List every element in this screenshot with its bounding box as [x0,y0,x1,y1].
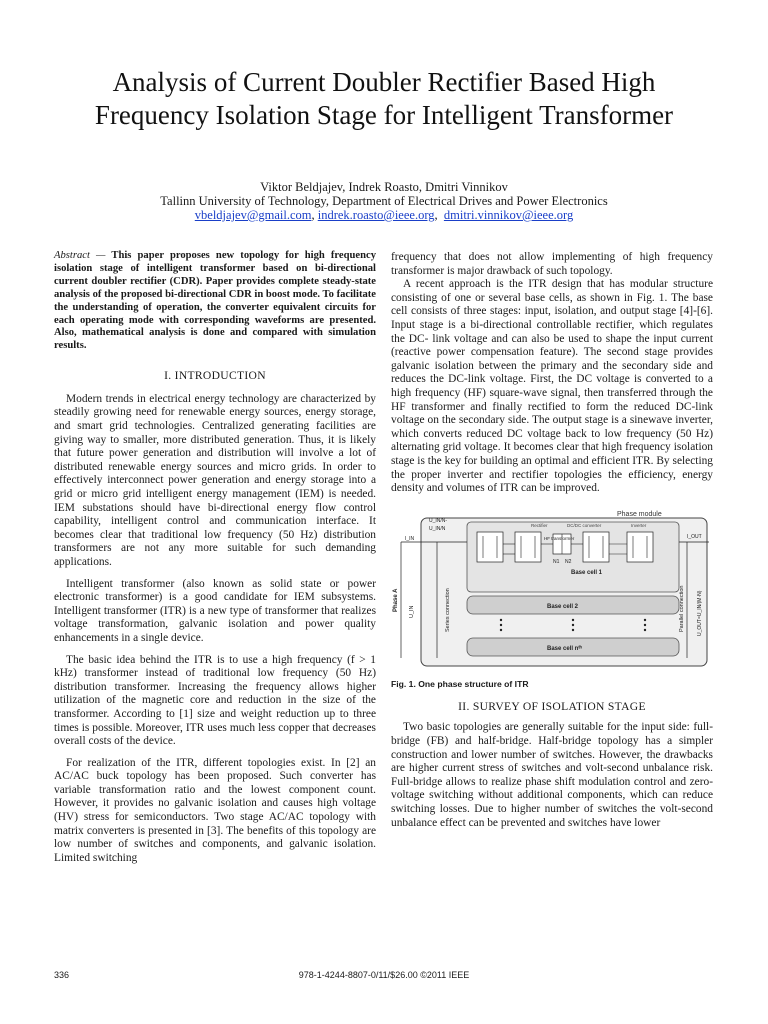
email-link-roasto[interactable]: indrek.roasto@ieee.org [317,208,435,222]
body-paragraph: A recent approach is the ITR design that has modular structure consisting of one or several base cells, as shown in Fig. 1. The base cell consists of three stages: input, isolation, and output stage [4]-[6]. Input stage is a bi-directional controllable rectifier, which regulates the DC- link voltage and can also be used to shape the input current (reactive power compensation feature). The second stage provides galvanic isolation between the primary and the secondary side and reduces the DC-link voltage. First, the DC voltage is converted to a high frequency (HF) square-wave signal, then transferred through the HF transformer and finally rectified to form the reduced DC-link voltage on the secondary side. The output stage is a sinewave inverter, which converts reduced DC voltage back to low frequency (50 Hz) alternating grid voltage. It becomes clear that high frequency isolation stage is the key for building an optimal and efficient ITR. By selecting the proper inverter and rectifier topologies the efficiency, energy density and volumes of ITR can be improved. [391,278,713,495]
figure-caption: Fig. 1. One phase structure of ITR [391,679,529,690]
email-list: vbeldjajev@gmail.com, indrek.roasto@ieee.org, dmitri.vinnikov@ieee.org [194,208,574,222]
page-number: 336 [54,970,70,980]
figure-itr-structure [391,508,713,670]
inverter-label: Inverter [631,522,647,528]
i-out-label: I_OUT [687,533,702,540]
rectifier-switches [477,532,503,562]
rectifier-label: Rectifier [531,522,548,528]
intro-paragraph: The basic idea behind the ITR is to use a high frequency (f > 1 kHz) transformer instead of traditional low frequency (50 Hz) distribution transformer. Increasing the frequency allows higher utilization of the magnetic core and reduction in the size of the transformer. According to [1] size and weight reduction up to three times is possible. Moreover, ITR uses much less copper that decreases overall costs of the device. [54,653,376,748]
paper-title: Analysis of Current Doubler Rectifier Based High Frequency Isolation Stage for Intelligent Transformer [94,67,674,130]
u-in-label: U_IN [409,605,415,618]
base-cell-2-label: Base cell 2 [547,603,579,610]
copyright-line: 978-1-4244-8807-0/11/$26.00 ©2011 IEEE [298,970,470,980]
inverter-switches [627,532,653,562]
hf-transformer-label: HF transformer [544,535,575,541]
base-cell-n-label: Base cell nᵗʰ [547,645,582,652]
right-column [391,251,713,830]
author-list: Viktor Beldjajev, Indrek Roasto, Dmitri Vinnikov [260,180,508,194]
intro-paragraph: For realization of the ITR, different topologies exist. In [2] an AC/AC buck topology has been proposed. Such converter has variable transformation ratio and the lowest component count. However, it provides no galvanic isolation and causes high voltage (HV) stress for semiconductors. Two stage AC/AC topology with matrix converters is presented in [3]. The benefits of this topology are low number of switches and components, and galvanic isolation. Limited switching [54,756,376,864]
affiliation: Tallinn University of Technology, Department of Electrical Drives and Power Electronics [160,194,608,208]
email-link-beldjajev[interactable]: vbeldjajev@gmail.com [194,208,312,222]
u-in-n-top-label: U_IN/N- [429,517,448,524]
intro-paragraph: Modern trends in electrical energy technology are characterized by steadily growing need for renewable energy sources, energy storage, and smart grid technologies. Centralized generating facilities are giving way to smaller, more distributed generation. Thus, it is likely that future power generation and distribution will involve a lot of distributed renewable energy sources and micro grids. In order to effectively interconnect power generation and energy storage into a grid or micro grid intelligent energy management (IEM) is needed. IEM substations should have bi-directional energy flow control capability, intelligent control and communication interface. It becomes clear that traditional low frequency (50 Hz) distribution transformers are not any more suitable for such demanding applications. [54,392,376,568]
i-in-label: I_IN [405,535,415,542]
section-heading-introduction: I. INTRODUCTION [164,369,266,383]
dcdc-label: DC/DC converter [567,522,602,528]
parallel-connection-label: Parallel connection [679,585,685,632]
u-out-label: U_OUT=U_IN/(M·N) [697,590,703,636]
u-in-n-bottom-label: U_IN/N [429,525,446,532]
phase-a-label: Phase A [393,588,399,612]
body-paragraph: frequency that does not allow implementing of high frequency transformer is major drawback of such topology. [391,251,713,277]
phase-module-label: Phase module [617,510,662,518]
email-link-vinnikov[interactable]: dmitri.vinnikov@ieee.org [443,208,574,222]
series-connection-label: Series connection [445,587,451,632]
dcdc-primary-switches [515,532,541,562]
intro-paragraph: Intelligent transformer (also known as solid state or power electronic transformer) is a good candidate for IEM subsystems. Intelligent transformer (ITR) is a new type of transformer that realizes voltage transformation, galvanic isolation and power quality enhancements in a single device. [54,577,376,644]
survey-paragraph: Two basic topologies are generally suitable for the input side: full-bridge (FB) and half-bridge. Half-bridge topology has a simpler construction and lower number of switches. However, the drawbacks are higher current stress of switches and volt-second unbalance risk. Full-bridge allows to realize phase shift modulation control and zero-voltage switching without additional components, which can reduce switching losses. Due to higher number of switches the volt-second unbalance effect can be prevented and switches have lower [391,721,713,829]
n1-label: N1 [553,558,560,565]
abstract-text: This paper proposes new topology for high frequency isolation stage of intelligent transformer based on bi-directional current doubler rectifier (CDR). Paper provides complete steady-state analysis of the proposed bi-directional CDR in boost mode. To facilitate the understanding of operation, the converter equivalent circuits for each operating mode with corresponding waveforms are presented. Also, mathematical analysis is done and compared with simulation results. [54,250,377,352]
left-column [54,250,376,865]
abstract [54,250,376,353]
dcdc-secondary-switches [583,532,609,562]
abstract-lead: Abstract — [54,250,106,261]
base-cell-1-label: Base cell 1 [571,569,603,576]
section-heading-survey: II. SURVEY OF ISOLATION STAGE [458,699,646,713]
n2-label: N2 [565,558,572,565]
